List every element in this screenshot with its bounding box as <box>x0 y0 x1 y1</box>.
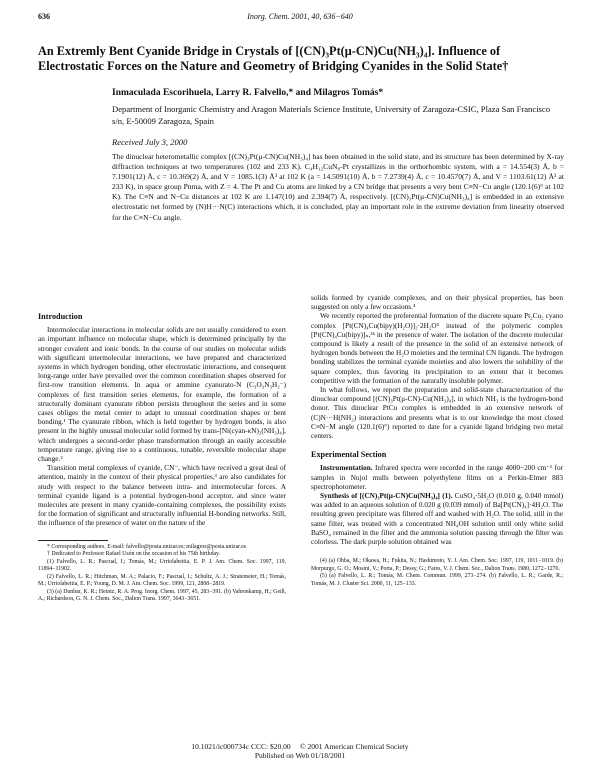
right-footnotes <box>311 558 563 588</box>
footnote: (4) (a) Ohba, M.; Okawa, H.; Fukita, N.; Hashimoto, Y. J. Am. Chem. Soc. 1997, 119, 1011−1019. (b) Morpurgo, G. O.; Mosini, V.; Porta, P.; Dessy, G.; Fares, V. J. Chem. Soc., Dalton Trans. 1980, 1272−1276. <box>311 558 563 572</box>
footnote: (2) Falvello, L. R.; Hitchman, M. A.; Palacio, F.; Pascual, I.; Schultz, A. J.; Stratemeier, H.; Tomás, M.; Urriolabeitia, E. P.; Young, D. M. J. Am. Chem. Soc. 1999, 121, 2808−2819. <box>38 573 286 588</box>
instrumentation-text: Infrared spectra were recorded in the range 4000−200 cm⁻¹ for samples in Nujol mulls between polyethylene films on a Perkin-Elmer 883 spectrophotometer. <box>311 464 564 491</box>
instrumentation-label: Instrumentation. <box>320 464 373 473</box>
footnote: † Dedicated to Professor Rafael Usón on the occasion of his 75th birthday. <box>47 551 221 558</box>
right-column <box>311 294 563 588</box>
synthesis-paragraph <box>311 492 563 547</box>
published-date: Published on Web 01/18/2001 <box>254 751 346 760</box>
body-paragraph: We recently reported the preferential formation of the discrete square Pt₂Cu₂ cyano complex [Pt(CN)₄Cu(bipy)(H₂O)]₂·2H₂O⁵ instead of the polymeric complex [Pt(CN)₄Cu(bipy)]ₙ,³ᵇ in the presence of water. The isolation of the discrete molecular compound is likely a result of the presence in the solid of an extensive network of hydrogen bonds between the H₂O moieties and the terminal CN ligands. The hydrogen bonding stabilizes the terminal cyanide moieties and also lowers the solubility of the square complex, thus favoring its precipitation to an extent that it becomes competitive with the formation of the naturally insoluble polymer. <box>311 312 563 385</box>
body-paragraph: solids formed by cyanide complexes, and on their physical properties, has been suggested on only a few occasions.⁴ <box>311 294 563 312</box>
body-paragraph: In what follows, we report the preparation and solid-state characterization of the dinuclear compound [(CN)₃Pt(μ-CN)-Cu(NH₃)₄], in which NH₃ is the hydrogen-bond donor. This dinuclear PtCu complex is embedded in an extensive network of (C)N···H(NH₂) interactions and presents what is to our knowledge the most closed C≡N−M angle (120.1(6)°) reported to date for a cyanide ligand bridging two metal centers. <box>311 386 563 441</box>
synthesis-text: CuSO₄·5H₂O (0.010 g, 0.040 mmol) was added to an aqueous solution of 0.020 g (0.039 mmol) of Ba[Pt(CN)₄]·4H₂O. The resulting green precipitate was filtered off and washed with H₂O. The solid, still in the same filter, was treated with a concentrated NH₄OH solution until only white solid BaSO₄ remained in the filter and the ammonia solution passing through the filter was colorless. The dark purple solution obtained was <box>311 492 564 547</box>
article-title: An Extremly Bent Cyanide Bridge in Crystals of [(CN)₃Pt(μ-CN)Cu(NH₃)₄]. Influence of Electrostatic Forces on the Nature and Geometry of Bridging Cyanides in the Solid State† <box>38 44 509 73</box>
experimental-heading: Experimental Section <box>311 450 387 460</box>
affiliation: Department of Inorganic Chemistry and Aragon Materials Science Institute, University of Zaragoza-CSIC, Plaza San Francisco s/n, E-50009 Zaragoza, Spain <box>112 104 550 126</box>
footnote: (5) (a) Falvello, L. R.; Tomás, M. Chem. Commun. 1999, 273−274. (b) Falvello, L. R.; Garde, R.; Tomás, M. J. Cluster Sci. 2000, 11, 125−133. <box>311 573 563 587</box>
footnote: (1) Falvello, L. R.; Pascual, I.; Tomás, M.; Urriolabeitia, E. P. J. Am. Chem. Soc. 1997, 119, 11894−11902. <box>38 558 286 573</box>
running-header <box>38 12 562 24</box>
left-column <box>38 312 286 604</box>
received-date: Received July 3, 2000 <box>112 137 188 147</box>
abstract: The dinuclear heterometallic complex [(CN)₃Pt(μ-CN)Cu(NH₃)₄] has been obtained in the solid state, and its structure has been determined by X-ray diffraction techniques at two temperatures (102 and 233 K). C₄H₁₂CuN₈-Pt crystallizes in the orthorhombic system, with a = 14.554(3) Å, b = 7.1901(12) Å, c = 10.369(2) Å, and V = 1085.1(3) Å³ at 102 K (a = 14.5091(10) Å, b = 7.2739(4) Å, c = 10.4570(7) Å, and V = 1103.61(12) Å³ at 233 K), in space group Pnma, with Z = 4. The Pt and Cu atoms are linked by a CN bridge that presents a very bent C≡N−Cu angle (120.1(6)° at 102 K). The C≡N and N−Cu distances at 102 K are 1.147(10) and 2.394(7) Å, respectively. [(CN)₃Pt(μ-CN)Cu(NH₃)₄] is embedded in an extensive electrostatic net formed by (N)H···N(C) interactions which, it is concluded, play an important role in the extreme deviation from linearity observed for the C≡N−Cu angle. <box>112 152 564 222</box>
instrumentation-paragraph <box>311 464 563 492</box>
footnote: (3) (a) Dunbar, K. R.; Heintz, R. A. Prog. Inorg. Chem. 1997, 45, 283−391. (b) Vahrenkamp, H.; Geiß, A.; Richardson, G. N. J. Chem. Soc., Dalton Trans. 1997, 3643−3651. <box>38 588 286 603</box>
left-footnotes <box>38 544 286 604</box>
page-footer <box>0 742 600 760</box>
author-list: Inmaculada Escorihuela, Larry R. Falvello,* and Milagros Tomás* <box>112 88 384 98</box>
introduction-heading: Introduction <box>38 312 83 321</box>
intro-paragraph: Intermolecular interactions in molecular solids are not usually considered to exert an important influence on molecular shape, which is determined principally by the stronger covalent and ionic bonds. In the course of our studies on molecular solids with significant intermolecular interactions, we have prepared and characterized systems in which hydrogen bonding, other electrostatic interactions, and consequent long-range order have prevailed over the common coordination shapes observed for first-row transition elements. In aqua or ammine cyanurato-N (C₃O₃N₃H₂⁻) complexes of first transition series elements, for example, the formation of a structurally dominant cyanurate ribbon persists throughout the series and in some cases obliges the metal center to adapt to unusual coordination shapes or bent bonding.¹ The cyanurate ribbon, which is held together by hydrogen bonds, is also present in the highly unusual molecular solid formed by trans-[Ni(cyan-κN)₂(NH₃)₄], which undergoes a second-order phase transformation through an easily accessible temperature range, giving rise to a continuous, tunable, reversible molecular shape change.² <box>38 326 286 464</box>
intro-paragraph: Transition metal complexes of cyanide, CN⁻, which have received a great deal of attention, mainly in the context of their physical properties,³ are also candidates for study with respect to the balance between intra- and intermolecular forces. A terminal cyanide ligand is a potential hydrogen-bond acceptor, and since water molecules are present in many cyanide-containing complexes, the possibility exists for the formation of significant and structurally influential H-bonding networks. Still, the influence of the presence of water on the nature of the <box>38 464 286 528</box>
footnote: * Corresponding authors. E-mail: falvello@posta.unizar.es; milagros@posta.unizar.es <box>47 543 247 550</box>
doi-copyright: 10.1021/ic000734c CCC: $20.00 © 2001 American Chemical Society <box>191 742 409 751</box>
page-number: 636 <box>38 12 50 21</box>
journal-citation: Inorg. Chem. 2001, 40, 636−640 <box>247 12 353 21</box>
synthesis-label: Synthesis of [(CN)₃Pt(μ-CN)Cu(NH₃)₄] (1). <box>320 492 453 501</box>
